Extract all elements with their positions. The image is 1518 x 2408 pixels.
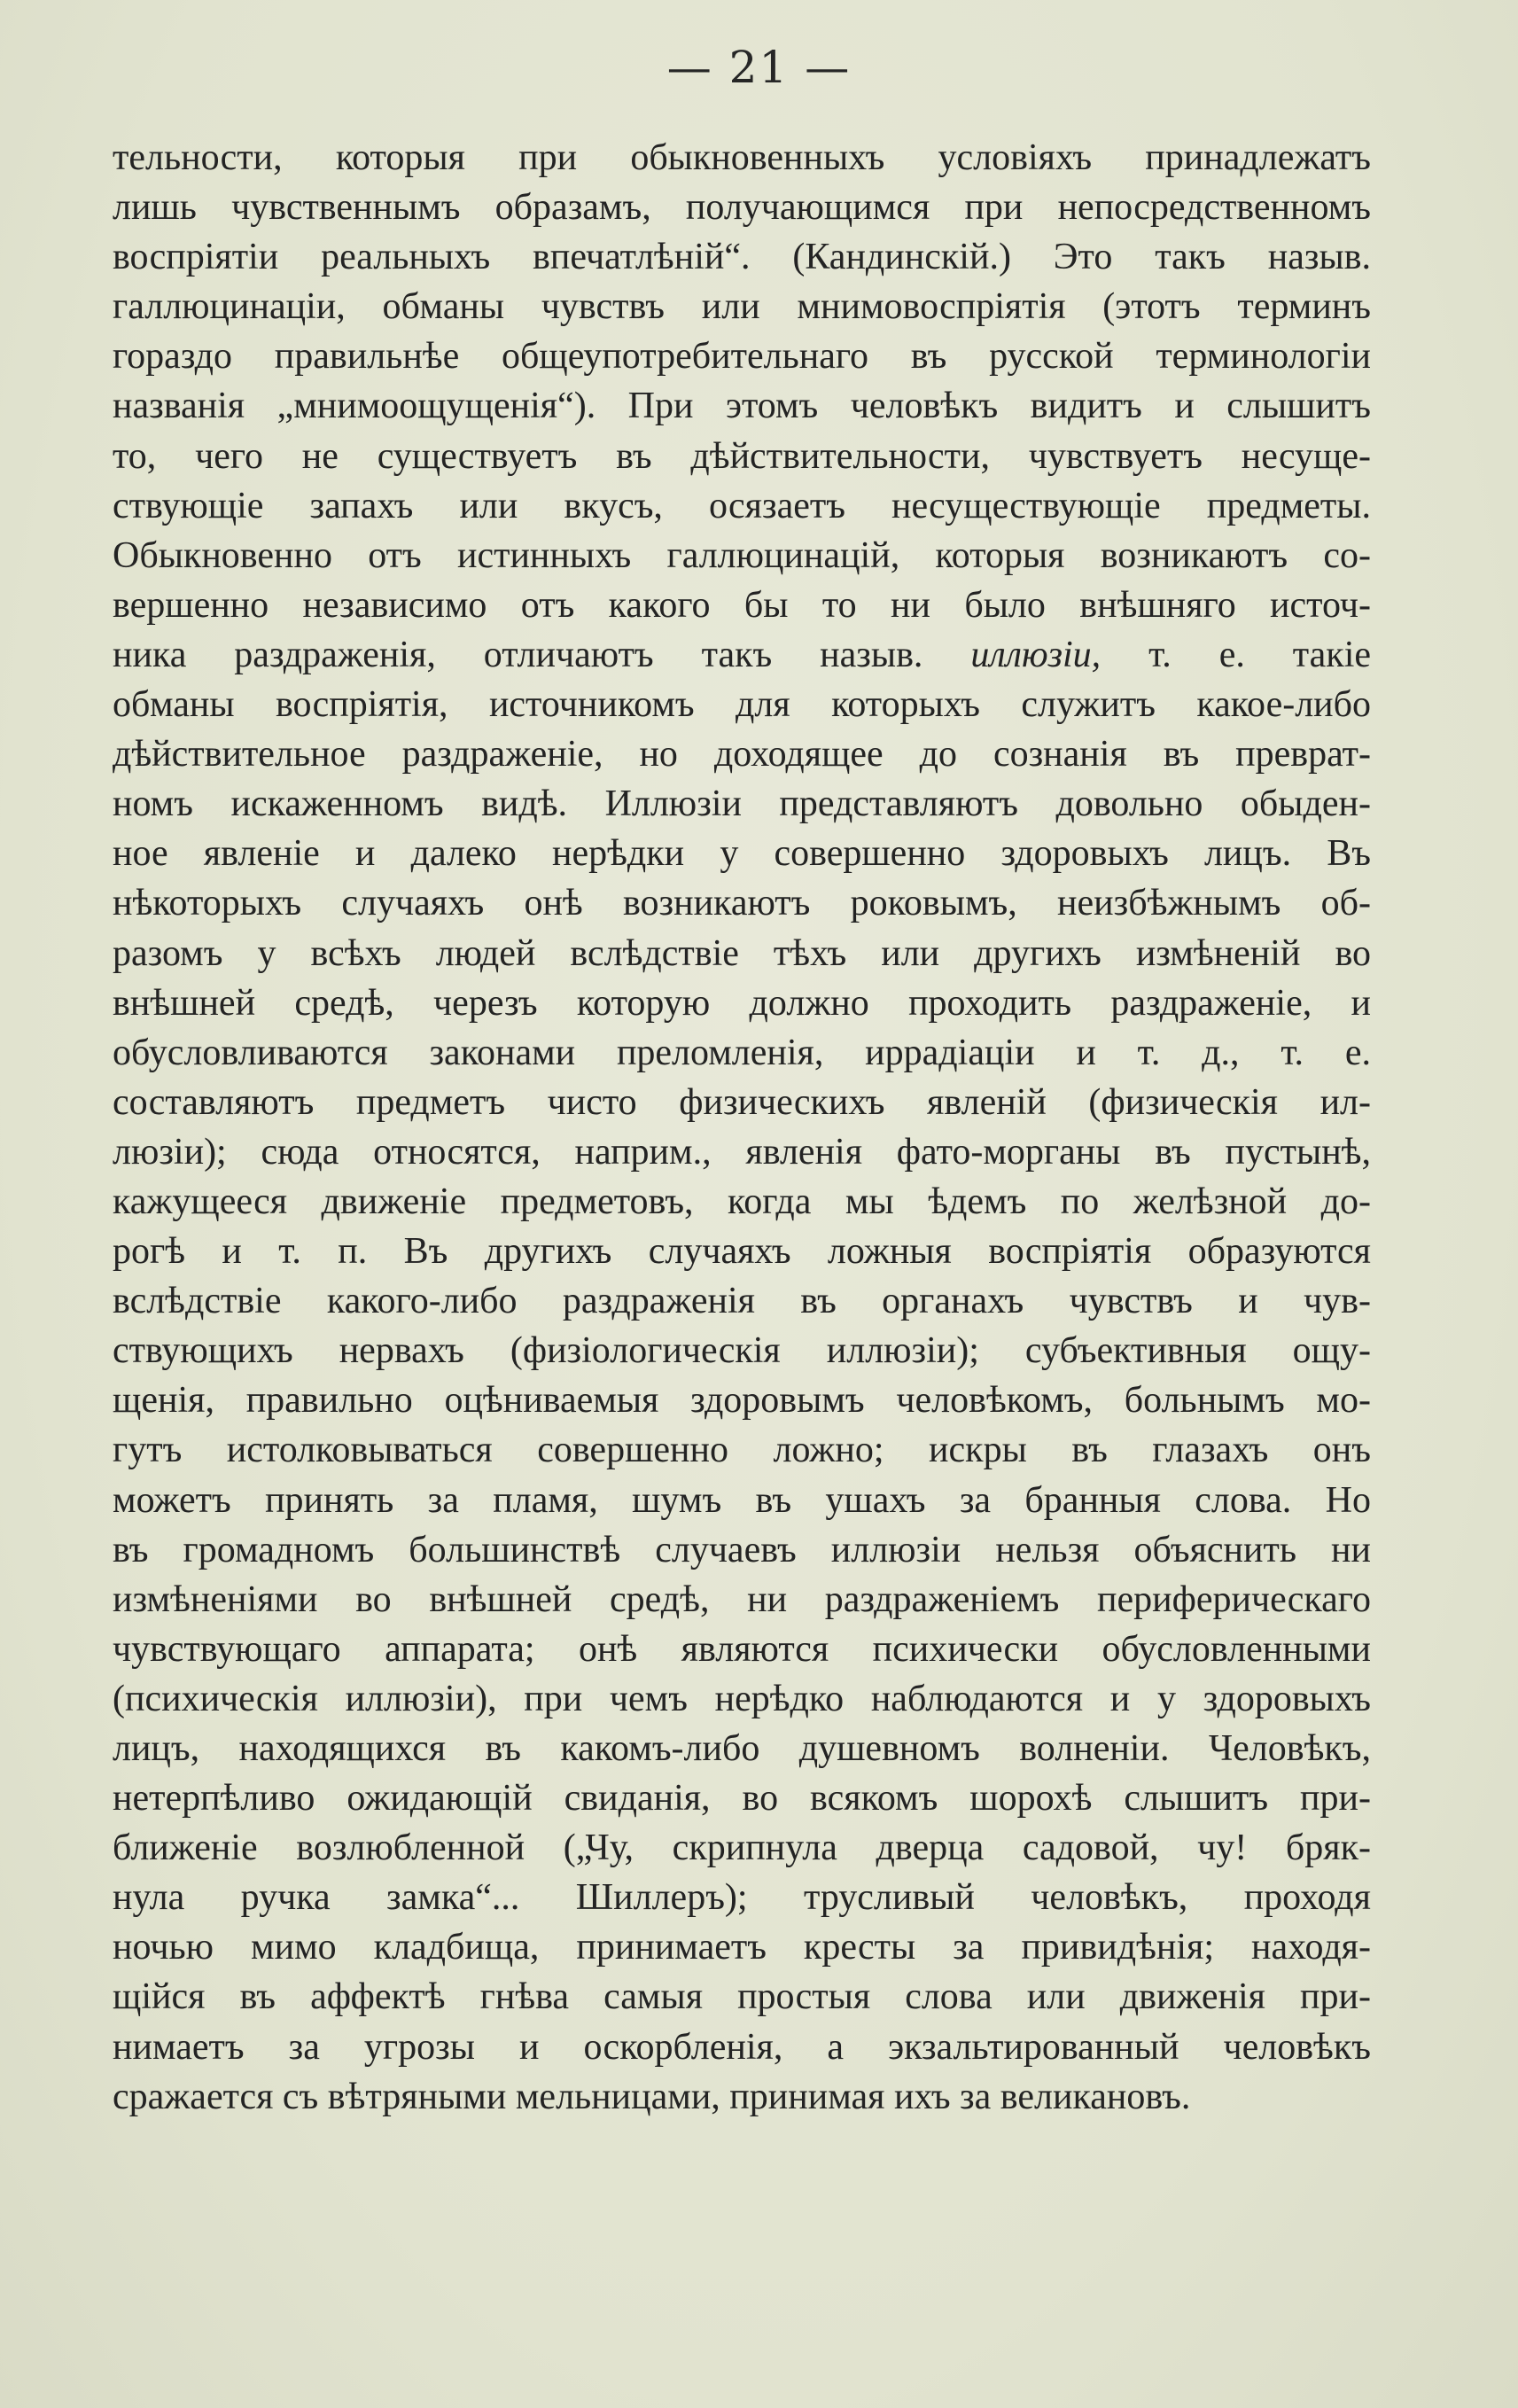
text-line: обманы воспріятія, источникомъ для которыхъ служитъ какое-либо <box>113 684 1371 726</box>
text-line: номъ искаженномъ видѣ. Иллюзіи представляютъ довольно обыден- <box>113 783 1371 825</box>
text-line: ночью мимо кладбища, принимаетъ кресты за привидѣнія; находя- <box>113 1927 1371 1968</box>
text-line: ближеніе возлюбленной („Чу, скрипнула дверца садовой, чу! бряк- <box>113 1827 1371 1869</box>
text-line: щенія, правильно оцѣниваемыя здоровымъ человѣкомъ, больнымъ мо- <box>113 1380 1371 1422</box>
text-line: ствующихъ нервахъ (физіологическія иллюзіи); субъективныя ощу- <box>113 1330 1371 1372</box>
text-line: тельности, которыя при обыкновенныхъ условіяхъ принадлежатъ <box>113 137 1371 178</box>
text-line: дѣйствительное раздраженіе, но доходящее до сознанія въ преврат- <box>113 734 1371 775</box>
text-line: обусловливаются законами преломленія, иррадіаціи и т. д., т. е. <box>113 1032 1371 1073</box>
text-segment: ника раздраженія, отличаютъ такъ назыв. <box>113 634 923 675</box>
text-line: то, чего не существуетъ въ дѣйствительности, чувствуетъ несуще- <box>113 435 1371 477</box>
text-line: нетерпѣливо ожидающій свиданія, во всякомъ шорохѣ слышитъ при- <box>113 1778 1371 1820</box>
text-line: лицъ, находящихся въ какомъ-либо душевномъ волненіи. Человѣкъ, <box>113 1728 1371 1769</box>
text-line: ное явленіе и далеко нерѣдки у совершенно здоровыхъ лицъ. Въ <box>113 833 1371 875</box>
text-line <box>113 630 1371 680</box>
text-line: чувствующаго аппарата; онѣ являются психически обусловленными <box>113 1628 1371 1670</box>
text-line: гутъ истолковываться совершенно ложно; искры въ глазахъ онъ <box>113 1430 1371 1471</box>
text-line: щійся въ аффектѣ гнѣва самыя простыя слова или движенія при- <box>113 1976 1371 2018</box>
text-line: рогѣ и т. п. Въ другихъ случаяхъ ложныя воспріятія образуются <box>113 1231 1371 1273</box>
text-line: разомъ у всѣхъ людей вслѣдствіе тѣхъ или другихъ измѣненій во <box>113 932 1371 974</box>
text-line: люзіи); сюда относятся, наприм., явленія фато-морганы въ пустынѣ, <box>113 1131 1371 1173</box>
text-line: ствующіе запахъ или вкусъ, осязаетъ несуществующіе предметы. <box>113 485 1371 526</box>
text-line: вершенно независимо отъ какого бы то ни было внѣшняго источ- <box>113 584 1371 626</box>
text-line: нимаетъ за угрозы и оскорбленія, а экзальтированный человѣкъ <box>113 2026 1371 2068</box>
text-line: измѣненіями во внѣшней средѣ, ни раздраженіемъ периферическаго <box>113 1578 1371 1620</box>
text-line: Обыкновенно отъ истинныхъ галлюцинацій, которыя возникаютъ со- <box>113 534 1371 576</box>
text-line: (психическія иллюзіи), при чемъ нерѣдко наблюдаются и у здоровыхъ <box>113 1678 1371 1719</box>
text-line: внѣшней средѣ, черезъ которую должно проходить раздраженіе, и <box>113 982 1371 1024</box>
text-segment: т. е. такіе <box>1101 634 1372 675</box>
body-text <box>113 133 1371 2122</box>
text-line: нула ручка замка“... Шиллеръ); трусливый человѣкъ, проходя <box>113 1877 1371 1919</box>
text-line: названія „мнимоощущенія“). При этомъ человѣкъ видитъ и слышитъ <box>113 386 1371 427</box>
text-line: можетъ принять за пламя, шумъ въ ушахъ за бранныя слова. Но <box>113 1479 1371 1521</box>
text-line: нѣкоторыхъ случаяхъ онѣ возникаютъ роковымъ, неизбѣжнымъ об- <box>113 883 1371 924</box>
text-line: гораздо правильнѣе общеупотребительнаго въ русской терминологіи <box>113 336 1371 378</box>
text-line: составляютъ предметъ чисто физическихъ явленій (физическія ил- <box>113 1081 1371 1123</box>
italic-term: иллюзіи, <box>970 634 1102 675</box>
text-line: вслѣдствіе какого-либо раздраженія въ органахъ чувствъ и чув- <box>113 1281 1371 1322</box>
text-line: воспріятіи реальныхъ впечатлѣній“. (Кандинскій.) Это такъ назыв. <box>113 237 1371 278</box>
text-line: въ громадномъ большинствѣ случаевъ иллюзіи нельзя объяснить ни <box>113 1529 1371 1570</box>
text-line: сражается съ вѣтряными мельницами, принимая ихъ за великановъ. <box>113 2076 1191 2117</box>
text-line: галлюцинаціи, обманы чувствъ или мнимовоспріятія (этотъ терминъ <box>113 286 1371 328</box>
text-line: лишь чувственнымъ образамъ, получающимся при непосредственномъ <box>113 187 1371 229</box>
text-line: кажущееся движеніе предметовъ, когда мы ѣдемъ по желѣзной до- <box>113 1181 1371 1222</box>
page-number: — 21 — <box>666 42 852 93</box>
